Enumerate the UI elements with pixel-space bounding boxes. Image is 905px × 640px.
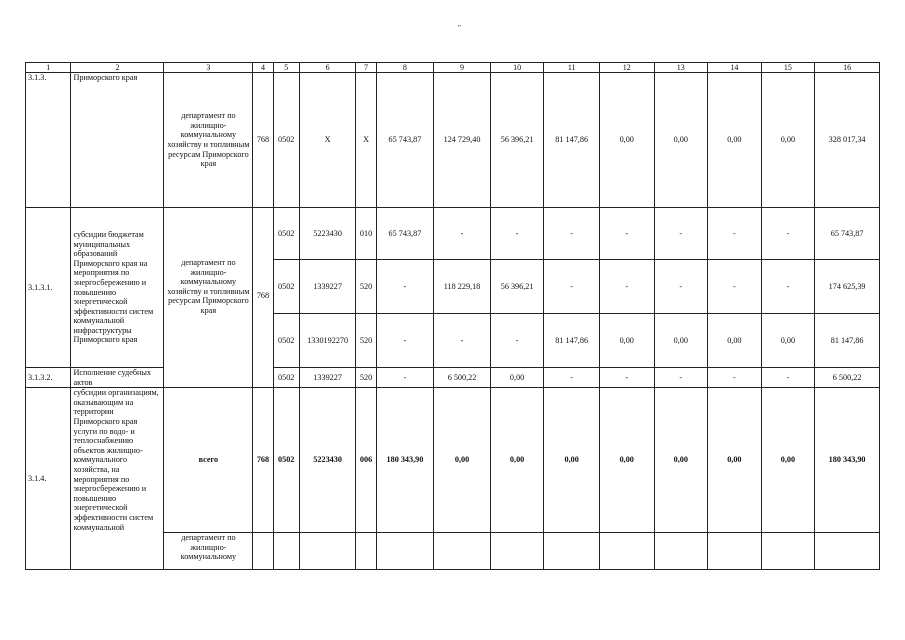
cell-total: 81 147,86 <box>815 314 880 368</box>
cell-value: 81 147,86 <box>544 314 600 368</box>
cell-value: - <box>544 260 600 314</box>
row-number: 3.1.3.1. <box>26 208 71 368</box>
row-name: субсидии организациям, оказывающим на территории Приморского края услуги по водо- и теплоснабжению объектов жилищно-коммунального хозяйства, на мероприятия по энергосбережению и повышению энергетической эффективности систем коммунальной <box>71 388 164 570</box>
cell-value: 6 500,22 <box>434 368 491 388</box>
cell-vr: 520 <box>356 314 376 368</box>
cell-value: 0,00 <box>654 388 708 533</box>
col-header: 14 <box>708 63 762 73</box>
row-number: 3.1.4. <box>26 388 71 570</box>
cell-value: 0,00 <box>708 314 762 368</box>
cell-value: 65 743,87 <box>376 73 434 208</box>
cell-csr: 1339227 <box>299 368 356 388</box>
cell-value: 0,00 <box>434 388 491 533</box>
cell-value: 0,00 <box>761 314 815 368</box>
cell-total: 180 343,90 <box>815 388 880 533</box>
cell-value: - <box>654 260 708 314</box>
cell-value: 0,00 <box>490 388 544 533</box>
cell-vr: 010 <box>356 208 376 260</box>
row-executor: департамент по жилищно-коммунальному хозяйству и топливным ресурсам Приморского края <box>164 73 253 208</box>
cell-value: 0,00 <box>544 388 600 533</box>
col-header: 4 <box>253 63 273 73</box>
cell-grbs: 768 <box>253 208 273 388</box>
col-header: 6 <box>299 63 356 73</box>
row-number: 3.1.3.2. <box>26 368 71 388</box>
col-header: 1 <box>26 63 71 73</box>
row-name: Исполнение судебных актов <box>71 368 164 388</box>
cell-value: - <box>599 208 654 260</box>
cell-value: - <box>708 208 762 260</box>
row-name: субсидии бюджетам муниципальных образований Приморского края на мероприятия по энергосбережению и повышению энергетической эффективности систем коммунальной инфраструктуры Приморского края <box>71 208 164 368</box>
col-header: 7 <box>356 63 376 73</box>
row-executor-total: всего <box>164 388 253 533</box>
row-name: Приморского края <box>71 73 164 208</box>
cell-total: 6 500,22 <box>815 368 880 388</box>
cell-rz: 0502 <box>273 368 299 388</box>
table-row <box>26 388 880 533</box>
row-executor: департамент по жилищно-коммунальному <box>164 533 253 570</box>
cell-value: - <box>654 368 708 388</box>
cell-csr: 5223430 <box>299 208 356 260</box>
cell-csr: X <box>299 73 356 208</box>
cell-value: 0,00 <box>599 388 654 533</box>
cell-value: 0,00 <box>708 388 762 533</box>
table-row <box>26 208 880 260</box>
cell-value: - <box>490 208 544 260</box>
cell-vr: 520 <box>356 368 376 388</box>
cell-rz: 0502 <box>273 260 299 314</box>
cell-value: 56 396,21 <box>490 260 544 314</box>
cell-value: - <box>490 314 544 368</box>
column-number-row <box>26 63 880 73</box>
cell-value: 81 147,86 <box>544 73 600 208</box>
cell-vr: X <box>356 73 376 208</box>
cell-total: 328 017,34 <box>815 73 880 208</box>
cell-value: - <box>376 260 434 314</box>
cell-value: - <box>599 260 654 314</box>
cell-csr: 1330192270 <box>299 314 356 368</box>
col-header: 5 <box>273 63 299 73</box>
cell-value: - <box>761 208 815 260</box>
cell-value: 0,00 <box>761 388 815 533</box>
cell-value: 124 729,40 <box>434 73 491 208</box>
col-header: 16 <box>815 63 880 73</box>
cell-total: 65 743,87 <box>815 208 880 260</box>
cell-rz: 0502 <box>273 388 299 533</box>
cell-value: - <box>708 368 762 388</box>
cell-value: - <box>708 260 762 314</box>
table-row <box>26 73 880 208</box>
cell-rz: 0502 <box>273 208 299 260</box>
cell-value: - <box>544 208 600 260</box>
cell-value: - <box>376 368 434 388</box>
cell-value: 0,00 <box>654 73 708 208</box>
cell-vr: 520 <box>356 260 376 314</box>
row-executor: департамент по жилищно-коммунальному хозяйству и топливным ресурсам Приморского края <box>164 208 253 388</box>
cell-csr: 5223430 <box>299 388 356 533</box>
col-header: 12 <box>599 63 654 73</box>
cell-value: 0,00 <box>654 314 708 368</box>
cell-value: 65 743,87 <box>376 208 434 260</box>
cell-value: 0,00 <box>490 368 544 388</box>
col-header: 3 <box>164 63 253 73</box>
col-header: 9 <box>434 63 491 73</box>
cell-rz: 0502 <box>273 314 299 368</box>
cell-csr: 1339227 <box>299 260 356 314</box>
cell-value: 0,00 <box>599 73 654 208</box>
cell-value: - <box>761 260 815 314</box>
cell-grbs: 768 <box>253 388 273 533</box>
cell-total: 174 625,39 <box>815 260 880 314</box>
cell-value: 0,00 <box>761 73 815 208</box>
page-mark: " <box>458 24 461 32</box>
cell-grbs: 768 <box>253 73 273 208</box>
cell-value: 0,00 <box>599 314 654 368</box>
row-number: 3.1.3. <box>26 73 71 208</box>
cell-value: - <box>654 208 708 260</box>
col-header: 11 <box>544 63 600 73</box>
col-header: 8 <box>376 63 434 73</box>
col-header: 10 <box>490 63 544 73</box>
cell-rz: 0502 <box>273 73 299 208</box>
col-header: 15 <box>761 63 815 73</box>
cell-value: 56 396,21 <box>490 73 544 208</box>
cell-value: - <box>434 208 491 260</box>
cell-value: - <box>376 314 434 368</box>
cell-value: 180 343,90 <box>376 388 434 533</box>
cell-value: - <box>761 368 815 388</box>
cell-value: 0,00 <box>708 73 762 208</box>
table-row <box>26 368 880 388</box>
cell-value: - <box>434 314 491 368</box>
cell-value: 118 229,18 <box>434 260 491 314</box>
cell-value: - <box>544 368 600 388</box>
col-header: 2 <box>71 63 164 73</box>
budget-table <box>25 62 880 570</box>
col-header: 13 <box>654 63 708 73</box>
cell-value: - <box>599 368 654 388</box>
cell-vr: 006 <box>356 388 376 533</box>
